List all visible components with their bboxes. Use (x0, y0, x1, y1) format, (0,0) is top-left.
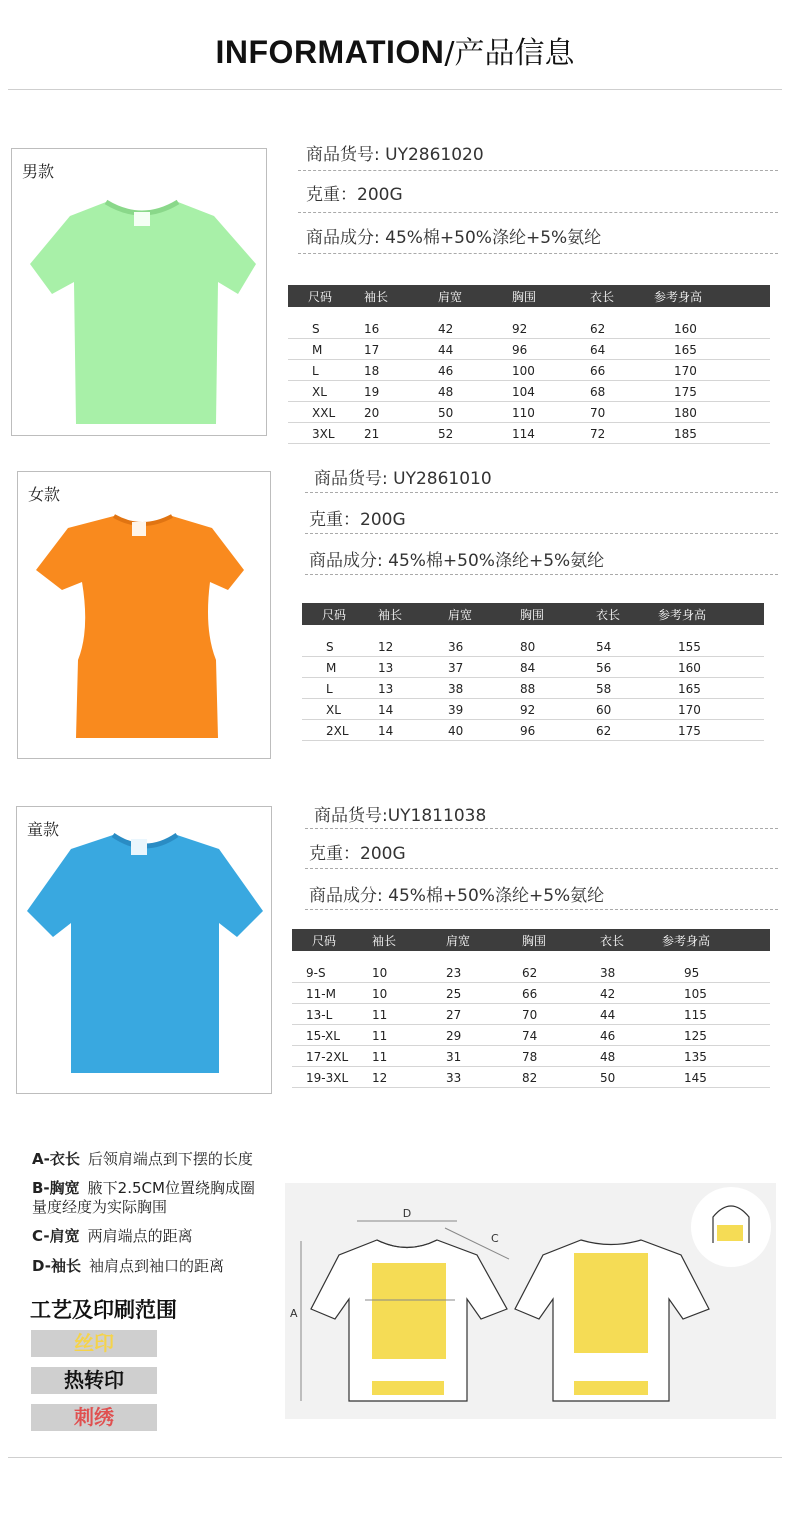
legend-d (32, 1255, 224, 1276)
table-cell: M (288, 338, 364, 359)
material-text: 商品成分: 45%棉+50%涤纶+5%氨纶 (309, 886, 605, 906)
table-row (302, 719, 764, 740)
table-row (292, 1066, 770, 1087)
table-row (288, 317, 770, 338)
table-cell: 180 (654, 401, 770, 422)
table-cell: 70 (590, 401, 654, 422)
table-cell: 48 (438, 380, 512, 401)
craft-embroidery (31, 1404, 157, 1431)
legend-desc: 腋下2.5CM位置绕胸成圈 (87, 1179, 255, 1197)
table-cell: XXL (288, 401, 364, 422)
legend-key: B-胸宽 (32, 1179, 80, 1197)
tshirt-men-image (28, 194, 256, 429)
table-cell: 12 (378, 635, 448, 656)
table-cell: 78 (522, 1045, 600, 1066)
front-hem-print-area (372, 1381, 444, 1395)
table-cell: 46 (600, 1024, 662, 1045)
dashed-rule (305, 909, 778, 910)
table-cell: 12 (372, 1066, 446, 1087)
table-cell: 36 (448, 635, 520, 656)
table-cell: 58 (596, 677, 658, 698)
table-row (288, 359, 770, 380)
table-row (292, 1045, 770, 1066)
dashed-rule (298, 212, 778, 213)
table-cell: 2XL (302, 719, 378, 740)
legend-desc: 两肩端点的距离 (87, 1227, 193, 1245)
table-cell: 19 (364, 380, 438, 401)
table-cell: 80 (520, 635, 596, 656)
tshirt-kids-image (23, 827, 267, 1077)
table-cell: 39 (448, 698, 520, 719)
table-cell: 82 (522, 1066, 600, 1087)
col-header: 袖长 (372, 929, 446, 951)
table-cell: M (302, 656, 378, 677)
table-cell: 160 (658, 656, 764, 677)
table-cell: 19-3XL (292, 1066, 372, 1087)
legend-key: D-袖长 (32, 1257, 81, 1275)
table-cell: 100 (512, 359, 590, 380)
table-cell: 3XL (288, 422, 364, 443)
label-tag (132, 522, 146, 536)
tshirt-body (30, 202, 256, 424)
divider (8, 89, 782, 90)
tshirt-body (36, 516, 244, 738)
col-header: 袖长 (378, 603, 448, 625)
table-cell: 17 (364, 338, 438, 359)
craft-screen-print (31, 1330, 157, 1357)
material-text: 商品成分: 45%棉+50%涤纶+5%氨纶 (306, 228, 602, 248)
table-cell: 155 (658, 635, 764, 656)
table-row (302, 698, 764, 719)
table-cell: 64 (590, 338, 654, 359)
product-photo-women (17, 471, 271, 759)
table-cell: L (302, 677, 378, 698)
label-c: C (491, 1232, 499, 1245)
col-header: 肩宽 (446, 929, 522, 951)
category-label: 女款 (28, 485, 61, 504)
table-cell: 17-2XL (292, 1045, 372, 1066)
table-cell: 50 (600, 1066, 662, 1087)
table-cell: 160 (654, 317, 770, 338)
table-cell: 50 (438, 401, 512, 422)
col-header: 参考身高 (658, 603, 764, 625)
table-cell: 16 (364, 317, 438, 338)
sku-text: 商品货号: UY2861020 (306, 145, 484, 165)
table-row (302, 635, 764, 656)
craft-label: 热转印 (64, 1368, 124, 1392)
dashed-rule (305, 828, 778, 829)
table-cell: 13-L (292, 1003, 372, 1024)
label-tag (134, 212, 150, 226)
col-header: 肩宽 (438, 285, 512, 307)
table-cell: 110 (512, 401, 590, 422)
col-header: 尺码 (288, 285, 364, 307)
sku-text: 商品货号: UY2861010 (314, 469, 492, 489)
table-cell: 165 (654, 338, 770, 359)
table-cell: 11-M (292, 982, 372, 1003)
table-row (302, 677, 764, 698)
table-row (288, 401, 770, 422)
craft-heat-transfer (31, 1367, 157, 1394)
print-area-svg (285, 1183, 776, 1419)
table-cell: 88 (520, 677, 596, 698)
table-cell: 38 (448, 677, 520, 698)
table-cell: 15-XL (292, 1024, 372, 1045)
table-cell: 56 (596, 656, 658, 677)
col-header: 胸围 (512, 285, 590, 307)
table-cell: 37 (448, 656, 520, 677)
table-cell: 92 (512, 317, 590, 338)
col-header: 衣长 (600, 929, 662, 951)
dashed-rule (305, 492, 778, 493)
table-cell: 25 (446, 982, 522, 1003)
table-cell: 72 (590, 422, 654, 443)
collar-print-area (717, 1225, 743, 1241)
label-tag (131, 839, 147, 855)
table-cell: 14 (378, 698, 448, 719)
table-cell: 42 (438, 317, 512, 338)
table-cell: 10 (372, 982, 446, 1003)
table-cell: 96 (512, 338, 590, 359)
weight-text: 克重：200G (309, 844, 406, 864)
table-cell: 21 (364, 422, 438, 443)
label-a: A (290, 1307, 298, 1320)
dashed-rule (298, 253, 778, 254)
table-cell: 145 (662, 1066, 770, 1087)
legend-key: A-衣长 (32, 1150, 80, 1168)
table-cell: 29 (446, 1024, 522, 1045)
table-row (292, 1003, 770, 1024)
craft-title: 工艺及印刷范围 (30, 1298, 177, 1322)
legend-a (32, 1148, 253, 1169)
col-header: 袖长 (364, 285, 438, 307)
table-cell: S (302, 635, 378, 656)
back-hem-print-area (574, 1381, 648, 1395)
dashed-rule (298, 170, 778, 171)
table-cell: 104 (512, 380, 590, 401)
dashed-rule (305, 533, 778, 534)
table-cell: 48 (600, 1045, 662, 1066)
legend-c (32, 1225, 193, 1246)
divider-bottom (8, 1457, 782, 1458)
sku-text: 商品货号:UY1811038 (314, 806, 487, 826)
dashed-rule (305, 868, 778, 869)
table-row (288, 380, 770, 401)
table-cell: 185 (654, 422, 770, 443)
front-print-area (372, 1263, 446, 1359)
table-cell: 42 (600, 982, 662, 1003)
table-cell: 54 (596, 635, 658, 656)
print-area-diagram (285, 1183, 776, 1419)
legend-desc: 袖肩点到袖口的距离 (88, 1257, 224, 1275)
table-cell: 68 (590, 380, 654, 401)
table-cell: 14 (378, 719, 448, 740)
table-cell: 135 (662, 1045, 770, 1066)
col-header: 肩宽 (448, 603, 520, 625)
table-cell: 46 (438, 359, 512, 380)
table-cell: 84 (520, 656, 596, 677)
table-cell: 170 (654, 359, 770, 380)
table-cell: 33 (446, 1066, 522, 1087)
table-cell: 66 (590, 359, 654, 380)
table-row (288, 422, 770, 443)
table-cell: 38 (600, 961, 662, 982)
tshirt-women-image (32, 510, 260, 742)
table-cell: 11 (372, 1024, 446, 1045)
table-cell: 11 (372, 1003, 446, 1024)
table-row (292, 961, 770, 982)
table-cell: 115 (662, 1003, 770, 1024)
table-cell: 20 (364, 401, 438, 422)
table-row (302, 656, 764, 677)
material-text: 商品成分: 45%棉+50%涤纶+5%氨纶 (309, 551, 605, 571)
size-table-kids (292, 929, 770, 1088)
table-cell: 52 (438, 422, 512, 443)
col-header: 胸围 (520, 603, 596, 625)
table-cell: 11 (372, 1045, 446, 1066)
size-table-women (302, 603, 764, 741)
page-title: INFORMATION/产品信息 (215, 34, 575, 71)
craft-label: 丝印 (74, 1331, 114, 1355)
table-cell: 105 (662, 982, 770, 1003)
table-cell: 66 (522, 982, 600, 1003)
category-label: 男款 (22, 162, 55, 181)
table-cell: S (288, 317, 364, 338)
table-cell: 96 (520, 719, 596, 740)
table-cell: 40 (448, 719, 520, 740)
craft-label: 刺绣 (74, 1405, 114, 1429)
table-cell: 23 (446, 961, 522, 982)
table-cell: 114 (512, 422, 590, 443)
table-cell: 18 (364, 359, 438, 380)
table-cell: 74 (522, 1024, 600, 1045)
table-cell: 165 (658, 677, 764, 698)
table-cell: 70 (522, 1003, 600, 1024)
dashed-rule (305, 574, 778, 575)
table-cell: 170 (658, 698, 764, 719)
table-cell: L (288, 359, 364, 380)
table-cell: 9-S (292, 961, 372, 982)
col-header: 尺码 (302, 603, 378, 625)
table-cell: 44 (438, 338, 512, 359)
table-cell: 62 (522, 961, 600, 982)
table-cell: 27 (446, 1003, 522, 1024)
table-cell: 13 (378, 677, 448, 698)
col-header: 衣长 (590, 285, 654, 307)
table-cell: 95 (662, 961, 770, 982)
tshirt-body (27, 835, 263, 1073)
label-d: D (402, 1207, 412, 1220)
legend-b-line2: 量度经度为实际胸围 (32, 1198, 168, 1216)
table-cell: 62 (596, 719, 658, 740)
table-cell: 31 (446, 1045, 522, 1066)
size-table-men (288, 285, 770, 444)
table-cell: 175 (658, 719, 764, 740)
table-cell: 13 (378, 656, 448, 677)
table-cell: XL (302, 698, 378, 719)
table-row (292, 982, 770, 1003)
table-row (288, 338, 770, 359)
col-header: 衣长 (596, 603, 658, 625)
legend-desc: 后领肩端点到下摆的长度 (87, 1150, 253, 1168)
legend-b (32, 1177, 255, 1198)
product-photo-men (11, 148, 267, 436)
table-cell: XL (288, 380, 364, 401)
col-header: 参考身高 (662, 929, 770, 951)
table-cell: 10 (372, 961, 446, 982)
category-label: 童款 (27, 820, 60, 839)
legend-key: C-肩宽 (32, 1227, 80, 1245)
back-print-area (574, 1253, 648, 1353)
table-cell: 44 (600, 1003, 662, 1024)
table-cell: 92 (520, 698, 596, 719)
table-cell: 175 (654, 380, 770, 401)
table-cell: 125 (662, 1024, 770, 1045)
table-row (292, 1024, 770, 1045)
weight-text: 克重：200G (306, 185, 403, 205)
col-header: 参考身高 (654, 285, 770, 307)
col-header: 尺码 (292, 929, 372, 951)
col-header: 胸围 (522, 929, 600, 951)
table-cell: 60 (596, 698, 658, 719)
weight-text: 克重：200G (309, 510, 406, 530)
product-photo-kids (16, 806, 272, 1094)
table-cell: 62 (590, 317, 654, 338)
